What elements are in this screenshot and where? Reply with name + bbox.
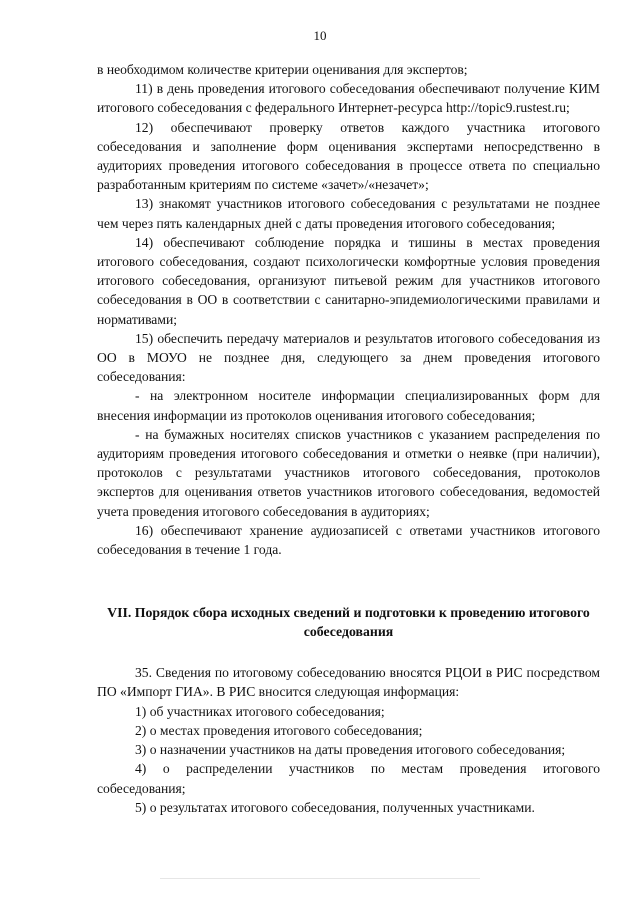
scan-artifact-line [160,878,480,879]
paragraph-item-35: 35. Сведения по итоговому собеседованию вносятся РЦОИ в РИС посредством ПО «Импорт ГИА». В РИС вносится следующая информация: [97,665,600,700]
paragraph-bullet-paper: - на бумажных носителях списков участников с указанием распределения по аудиториям проведения итогового собеседования и отметки о неявке (при наличии), протоколов с результатами участников итогового собеседования, протоколов экспертов для оценивания ответов участников итогового собеседования, ведомостей учета проведения итогового собеседования в аудиториях; [97,426,600,519]
list-item-1: 1) об участниках итогового собеседования; [135,703,385,719]
page-number: 10 [313,28,327,43]
list-item-2: 2) о местах проведения итогового собеседования; [135,722,423,738]
section-title: VII. Порядок сбора исходных сведений и подготовки к проведению итогового собеседования [107,605,590,640]
list-item-4: 4) о распределении участников по местам проведения итогового собеседования; [97,761,600,796]
paragraph-item-14: 14) обеспечивают соблюдение порядка и тишины в местах проведения итогового собеседования, создают психологически комфортные условия проведения итогового собеседования, организуют питьевой режим для участников итогового собеседования в ОО в соответствии с санитарно-эпидемиологическими правилами и нормативами; [97,234,600,327]
paragraph-criteria-continuation: в необходимом количестве критерии оценивания для экспертов; [97,62,468,77]
list-item-5: 5) о результатах итогового собеседования, полученных участниками. [135,799,535,815]
paragraph-item-15: 15) обеспечить передачу материалов и результатов итогового собеседования из ОО в МОУО не позднее дня, следующего за днем проведения итогового собеседования: [97,330,600,385]
paragraph-item-16: 16) обеспечивают хранение аудиозаписей с ответами участников итогового собеседования в течение 1 года. [97,522,600,558]
paragraph-item-12: 12) обеспечивают проверку ответов каждого участника итогового собеседования и заполнение форм оценивания экспертами непосредственно в аудиториях проведения итогового собеседования в процессе ответа по специально разработанным критериям по системе «зачет»/«незачет»; [97,119,600,193]
paragraph-bullet-electronic: - на электронном носителе информации специализированных форм для внесения информации из протоколов оценивания итогового собеседования; [97,388,600,423]
paragraph-item-13: 13) знакомят участников итогового собеседования с результатами не позднее чем через пять календарных дней с даты проведения итогового собеседования; [97,196,600,231]
section-gap [97,559,600,577]
paragraph-item-11: 11) в день проведения итогового собеседования обеспечивают получение КИМ итогового собеседования с федерального Интернет-ресурса http://topic9.rustest.ru; [97,81,600,116]
list-item-3: 3) о назначении участников на даты проведения итогового собеседования; [135,742,566,758]
document-body [97,60,600,817]
